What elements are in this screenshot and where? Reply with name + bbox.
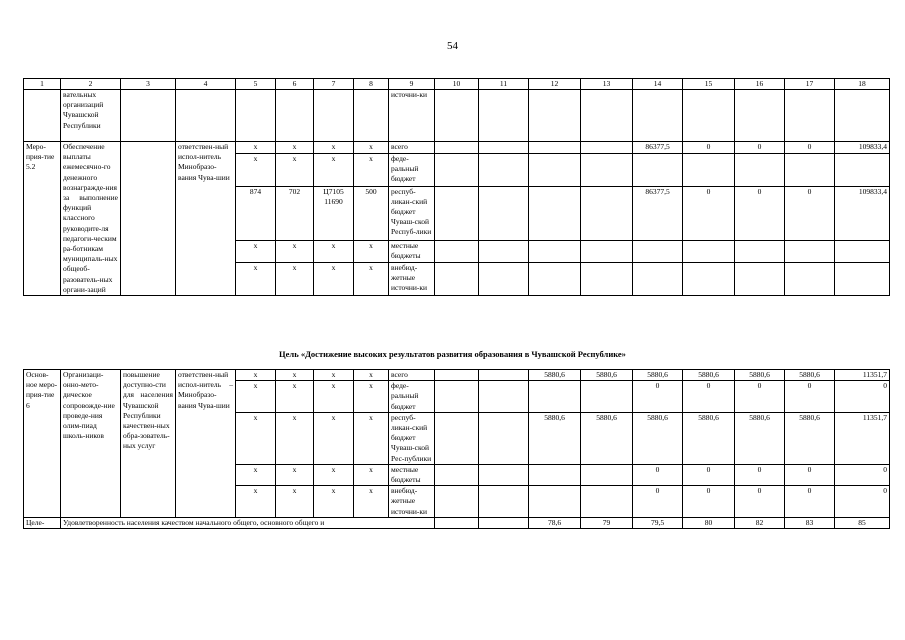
cell-value: 5880,6	[633, 370, 683, 381]
cell-article: x	[314, 240, 354, 262]
header-cell: 1	[24, 79, 61, 90]
cell-value: 5880,6	[735, 412, 785, 464]
cell-source: источни-ки	[389, 90, 435, 142]
cell-value: 79,5	[633, 517, 683, 528]
cell-expense-type: x	[354, 240, 389, 262]
cell-article: x	[314, 412, 354, 464]
cell-value: 11351,7	[835, 370, 890, 381]
cell-article: x	[314, 142, 354, 154]
cell-value: 86377,5	[633, 186, 683, 240]
cell-value: 0	[735, 464, 785, 485]
cell-value: 109833,4	[835, 142, 890, 154]
table-row-continuation	[24, 90, 890, 142]
cell-section: x	[276, 370, 314, 381]
table-row	[24, 142, 890, 154]
header-cell: 5	[236, 79, 276, 90]
cell-grbs: x	[236, 153, 276, 186]
cell-event-id: Основ-ное меро-прия-тие 6	[24, 370, 61, 518]
cell-executor: ответствен-ный испол-нитель – Минобразо-вания Чува-шии	[176, 370, 236, 518]
cell-section: x	[276, 153, 314, 186]
cell-value: 0	[785, 186, 835, 240]
cell-goal-link: повышение доступно-сти для населения Чувашской Республики качествен-ных обра-зователь-ных услуг	[121, 370, 176, 518]
cell-article: x	[314, 153, 354, 186]
cell-expense-type: x	[354, 381, 389, 413]
cell-value: 0	[835, 486, 890, 518]
cell-event-name: Организаци-онно-мето-дическое сопровожде-ние проведе-ния олим-пиад школь-ников	[61, 370, 121, 518]
cell-value: 0	[683, 486, 735, 518]
cell-value: 78,6	[529, 517, 581, 528]
cell-executor: ответствен-ный испол-нитель Минобразо-вания Чува-шии	[176, 142, 236, 296]
cell-article: x	[314, 464, 354, 485]
cell-value: 80	[683, 517, 735, 528]
cell-source: внебюд-жетные источни-ки	[389, 263, 435, 296]
cell-section: x	[276, 381, 314, 413]
cell-value: 5880,6	[683, 370, 735, 381]
cell-source: респуб-ликан-ский бюджет Чуваш-ской Респуб-лики	[389, 186, 435, 240]
cell-source: всего	[389, 142, 435, 154]
cell-value: 0	[835, 381, 890, 413]
header-cell: 6	[276, 79, 314, 90]
cell-value: 5880,6	[785, 412, 835, 464]
cell-value: 5880,6	[529, 370, 581, 381]
cell-grbs: x	[236, 486, 276, 518]
cell-expense-type: x	[354, 464, 389, 485]
cell-target-text: Удовлетворенность населения качеством начального общего, основного общего и	[61, 517, 435, 528]
header-cell: 13	[581, 79, 633, 90]
cell-grbs: x	[236, 142, 276, 154]
cell-value: 0	[785, 381, 835, 413]
cell-value: 82	[735, 517, 785, 528]
header-cell: 18	[835, 79, 890, 90]
cell-value: 0	[785, 142, 835, 154]
cell-value: 5880,6	[785, 370, 835, 381]
cell-expense-type: x	[354, 263, 389, 296]
cell-value: 0	[785, 464, 835, 485]
cell-value: 5880,6	[581, 412, 633, 464]
header-cell: 9	[389, 79, 435, 90]
cell-value: 0	[735, 486, 785, 518]
cell-event-id: Меро-прия-тие 5.2	[24, 142, 61, 296]
header-cell: 15	[683, 79, 735, 90]
cell-value: 0	[735, 381, 785, 413]
cell-event-name: Обеспечение выплаты ежемесячно-го денежного вознагражде-ния за выполнение функций классного руководите-ля педагоги-ческим ра-ботникам муниципаль-ных общеоб-разователь-ных органи-заций	[61, 142, 121, 296]
page-number: 54	[447, 40, 458, 52]
cell-grbs: x	[236, 370, 276, 381]
table-row-target	[24, 517, 890, 528]
cell-value: 0	[633, 381, 683, 413]
cell-section: x	[276, 464, 314, 485]
cell-expense-type: x	[354, 370, 389, 381]
cell-value: 79	[581, 517, 633, 528]
cell-value: 0	[683, 464, 735, 485]
cell-value: 0	[633, 464, 683, 485]
cell-source: местные бюджеты	[389, 240, 435, 262]
cell-section: 702	[276, 186, 314, 240]
cell-grbs: 874	[236, 186, 276, 240]
header-cell: 10	[435, 79, 479, 90]
header-row	[24, 79, 890, 90]
cell-article: x	[314, 381, 354, 413]
cell-source: местные бюджеты	[389, 464, 435, 485]
cell-name: вательных организаций Чувашской Республики	[61, 90, 121, 142]
cell-value: 0	[835, 464, 890, 485]
cell-target-id: Целе-	[24, 517, 61, 528]
cell-source: феде-ральный бюджет	[389, 381, 435, 413]
cell-value: 109833,4	[835, 186, 890, 240]
header-cell: 7	[314, 79, 354, 90]
header-cell: 4	[176, 79, 236, 90]
cell-article: x	[314, 370, 354, 381]
header-cell: 3	[121, 79, 176, 90]
cell-grbs: x	[236, 412, 276, 464]
program-table-bottom	[23, 369, 890, 529]
header-cell: 16	[735, 79, 785, 90]
cell-value: 0	[683, 186, 735, 240]
cell-section: x	[276, 412, 314, 464]
cell-value: 5880,6	[581, 370, 633, 381]
cell-expense-type: x	[354, 486, 389, 518]
header-cell: 2	[61, 79, 121, 90]
header-cell: 12	[529, 79, 581, 90]
header-cell: 8	[354, 79, 389, 90]
cell-grbs: x	[236, 464, 276, 485]
cell-value: 0	[785, 486, 835, 518]
cell-grbs: x	[236, 381, 276, 413]
cell-value: 11351,7	[835, 412, 890, 464]
table-row	[24, 370, 890, 381]
cell-section: x	[276, 142, 314, 154]
cell-grbs: x	[236, 263, 276, 296]
cell-source: феде-ральный бюджет	[389, 153, 435, 186]
cell-article: Ц7105 11690	[314, 186, 354, 240]
cell-value: 0	[735, 186, 785, 240]
cell-source: всего	[389, 370, 435, 381]
cell-expense-type: 500	[354, 186, 389, 240]
cell-expense-type: x	[354, 153, 389, 186]
cell-value: 83	[785, 517, 835, 528]
cell-expense-type: x	[354, 412, 389, 464]
cell-section: x	[276, 263, 314, 296]
header-cell: 17	[785, 79, 835, 90]
cell-section: x	[276, 486, 314, 518]
cell-value: 0	[683, 142, 735, 154]
cell-value: 5880,6	[683, 412, 735, 464]
program-table-top	[23, 78, 890, 296]
cell-source: респуб-ликан-ский бюджет Чуваш-ской Рес-публики	[389, 412, 435, 464]
cell-value: 5880,6	[529, 412, 581, 464]
cell-article: x	[314, 263, 354, 296]
cell-source: внебюд-жетные источни-ки	[389, 486, 435, 518]
cell-section: x	[276, 240, 314, 262]
cell-value: 0	[633, 486, 683, 518]
cell-value: 86377,5	[633, 142, 683, 154]
cell-grbs: x	[236, 240, 276, 262]
cell-value: 5880,6	[633, 412, 683, 464]
cell-value: 85	[835, 517, 890, 528]
cell-value: 0	[735, 142, 785, 154]
goal-heading: Цель «Достижение высоких результатов развития образования в Чувашской Республике»	[279, 349, 626, 359]
header-cell: 11	[479, 79, 529, 90]
cell-value: 5880,6	[735, 370, 785, 381]
header-cell: 14	[633, 79, 683, 90]
cell-value: 0	[683, 381, 735, 413]
cell-article: x	[314, 486, 354, 518]
cell-expense-type: x	[354, 142, 389, 154]
